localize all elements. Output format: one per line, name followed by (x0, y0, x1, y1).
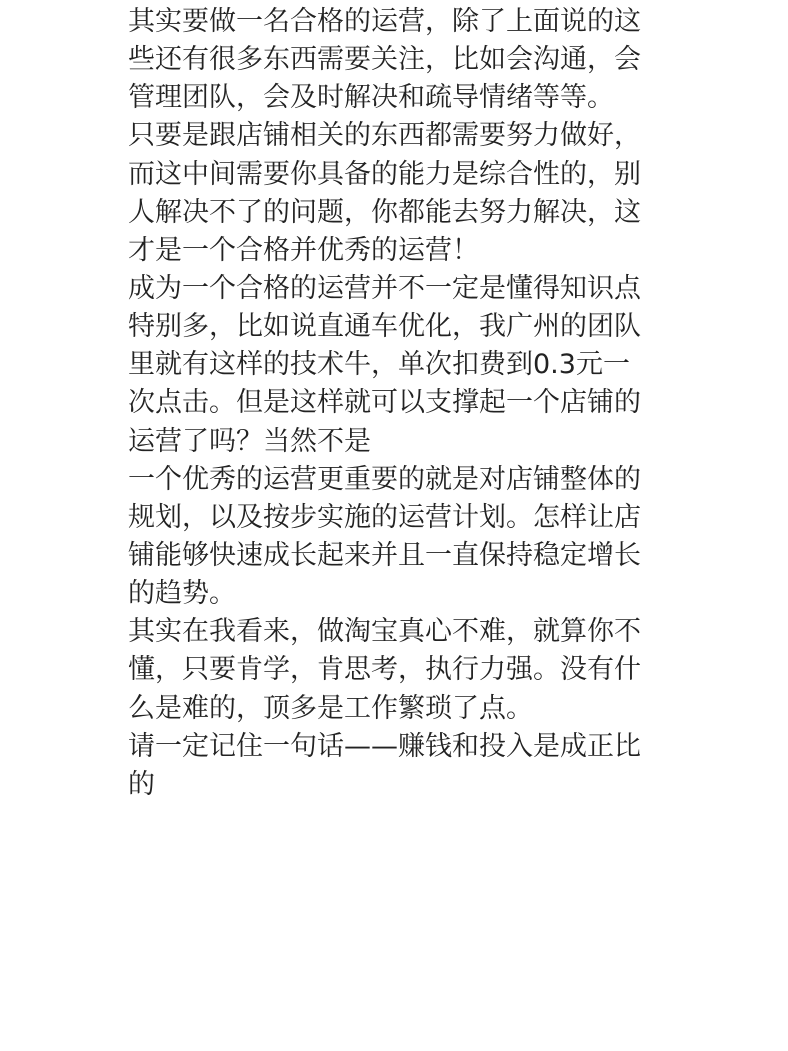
paragraph-5 (128, 613, 688, 727)
text-line: 一个优秀的运营更重要的就是对店铺整体的 (128, 463, 641, 495)
paragraph-1 (128, 3, 688, 117)
text-line: 的 (128, 768, 155, 800)
text-line: 铺能够快速成长起来并且一直保持稳定增长 (128, 539, 641, 571)
text-line: 人解决不了的问题，你都能去努力解决，这 (128, 196, 641, 228)
paragraph-3 (128, 270, 688, 461)
text-line: 些还有很多东西需要关注，比如会沟通，会 (128, 44, 641, 76)
text-line: 规划，以及按步实施的运营计划。怎样让店 (128, 501, 641, 533)
text-line: 么是难的，顶多是工作繁琐了点。 (128, 692, 533, 724)
text-line: 其实在我看来，做淘宝真心不难，就算你不 (128, 616, 641, 648)
text-line: 懂，只要肯学，肯思考，执行力强。没有什 (128, 654, 641, 686)
text-line: 请一定记住一句话——赚钱和投入是成正比 (128, 730, 641, 762)
text-line: 只要是跟店铺相关的东西都需要努力做好， (128, 120, 641, 152)
text-line: 成为一个合格的运营并不一定是懂得知识点 (128, 272, 641, 304)
text-line: 运营了吗？当然不是 (128, 425, 371, 457)
text-line: 其实要做一名合格的运营，除了上面说的这 (128, 6, 641, 37)
paragraph-4 (128, 461, 688, 614)
text-line: 才是一个合格并优秀的运营！ (128, 234, 479, 266)
text-line: 而这中间需要你具备的能力是综合性的，别 (128, 158, 641, 190)
text-line: 里就有这样的技术牛，单次扣费到0.3元一 (128, 349, 630, 381)
paragraph-2 (128, 117, 688, 270)
text-line: 的趋势。 (128, 578, 236, 610)
text-line: 管理团队，会及时解决和疏导情绪等等。 (128, 82, 614, 114)
text-line: 次点击。但是这样就可以支撑起一个店铺的 (128, 387, 641, 419)
article-body (128, 3, 688, 804)
paragraph-6 (128, 728, 688, 804)
text-line: 特别多，比如说直通车优化，我广州的团队 (128, 311, 641, 343)
